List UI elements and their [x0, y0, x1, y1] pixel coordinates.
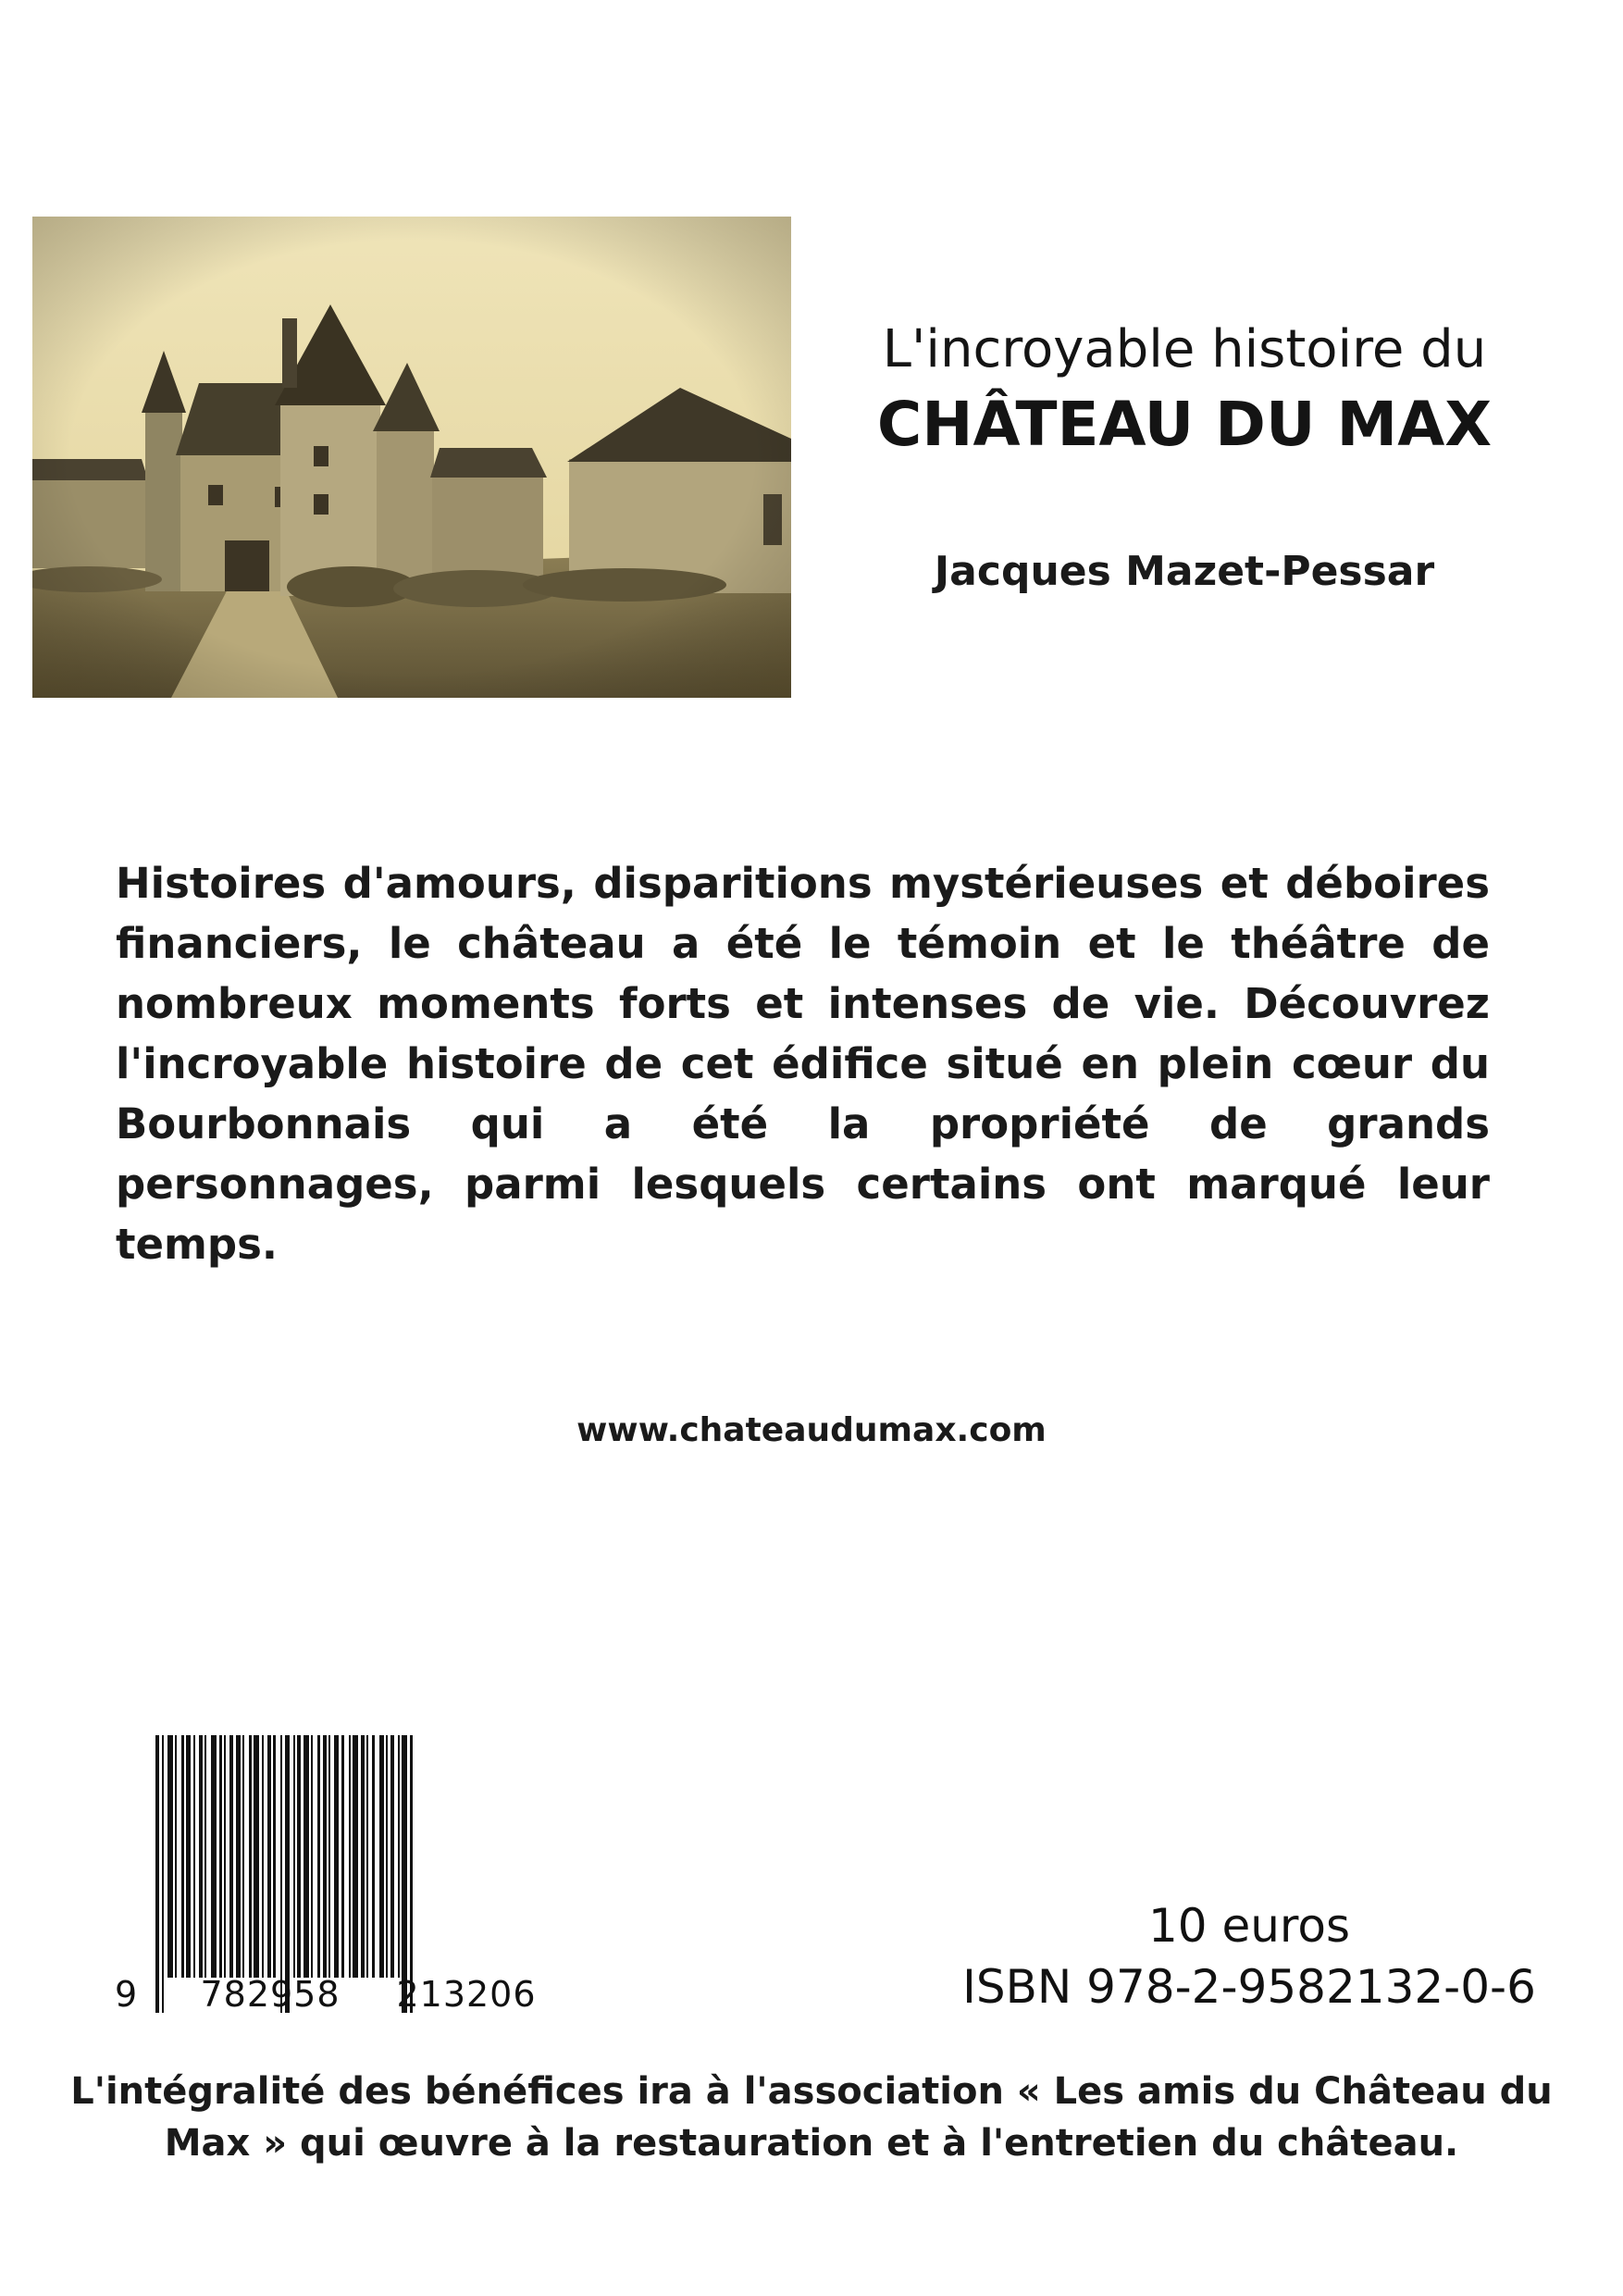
book-title — [805, 315, 1564, 465]
association-note — [56, 2066, 1567, 2169]
barcode-bar — [219, 1735, 222, 1978]
barcode-bar — [236, 1735, 241, 1978]
barcode-bar — [410, 1735, 413, 2013]
website-link[interactable]: www.chateaudumax.com — [576, 1411, 1047, 1449]
isbn-label: ISBN 978-2-9582132-0-6 — [962, 1960, 1536, 2014]
barcode-bar — [267, 1735, 271, 1978]
barcode-bar — [175, 1735, 177, 1978]
barcode-bar — [334, 1735, 339, 1978]
barcode-bar — [297, 1735, 301, 1978]
barcode-digit-lead: 9 — [115, 1974, 138, 2015]
title-line-1: L'incroyable histoire du — [882, 319, 1487, 379]
barcode-bar — [386, 1735, 388, 1978]
barcode-bar — [254, 1735, 259, 1978]
barcode-bar — [181, 1735, 184, 1978]
chateau-photo-icon — [32, 217, 791, 698]
barcode-bar — [361, 1735, 365, 1978]
barcode-bar — [229, 1735, 233, 1978]
barcode-bar — [224, 1735, 226, 1978]
title-line-2: CHÂTEAU DU MAX — [876, 389, 1493, 460]
barcode-bar — [285, 1735, 290, 2013]
barcode-bar — [273, 1735, 276, 1978]
barcode-bar — [249, 1735, 252, 1978]
author-name: Jacques Mazet-Pessar — [934, 548, 1435, 595]
barcode-bar — [155, 1735, 159, 2013]
barcode-bar — [341, 1735, 344, 1978]
chateau-photo — [32, 217, 791, 698]
barcode-bar — [199, 1735, 203, 1978]
barcode-bar — [186, 1735, 191, 1978]
barcode-bar — [304, 1735, 309, 1978]
barcode-bar — [379, 1735, 384, 1978]
barcode-bar — [204, 1735, 206, 1978]
barcode-bar — [323, 1735, 327, 1978]
barcode-bar — [262, 1735, 264, 1978]
barcode-bar — [398, 1735, 400, 1978]
barcode-bar — [328, 1735, 330, 1978]
barcode-bar — [349, 1735, 351, 1978]
barcode-bar — [402, 1735, 407, 2013]
barcode-bar — [390, 1735, 394, 1978]
barcode-bar — [366, 1735, 368, 1978]
barcode-bar — [293, 1735, 295, 1978]
barcode-bar — [317, 1735, 320, 1978]
barcode-bar — [311, 1735, 313, 1978]
association-note-line-2: Max » qui œuvre à la restauration et à l'entretien du château. — [164, 2122, 1459, 2165]
association-note-line-1: L'intégralité des bénéfices ira à l'association « Les amis du Château du — [70, 2070, 1553, 2113]
barcode-bar — [211, 1735, 217, 1978]
barcode-icon — [104, 1735, 603, 2022]
isbn-barcode — [104, 1735, 603, 2022]
barcode-digits-right: 213206 — [396, 1974, 537, 2015]
barcode-digits-left: 782958 — [200, 1974, 341, 2015]
barcode-bar — [372, 1735, 375, 1978]
price-label: 10 euros — [1147, 1899, 1351, 1953]
book-blurb: Histoires d'amours, disparitions mystérieuses et déboires financiers, le château a été le témoin et le théâtre de nombreux moments forts et intenses de vie. Découvrez l'incroyable histoire de cet édifice situé en plein cœur du Bourbonnais qui a été la propriété de grands personnages, parmi lesquels certains ont marqué leur temps. — [116, 859, 1490, 1269]
barcode-bar — [353, 1735, 358, 1978]
barcode-bar — [280, 1735, 282, 2013]
barcode-bar — [242, 1735, 244, 1978]
price-isbn-block — [888, 1895, 1610, 2017]
barcode-bar — [162, 1735, 164, 2013]
barcode-bar — [193, 1735, 195, 1978]
barcode-bar — [167, 1735, 173, 1978]
